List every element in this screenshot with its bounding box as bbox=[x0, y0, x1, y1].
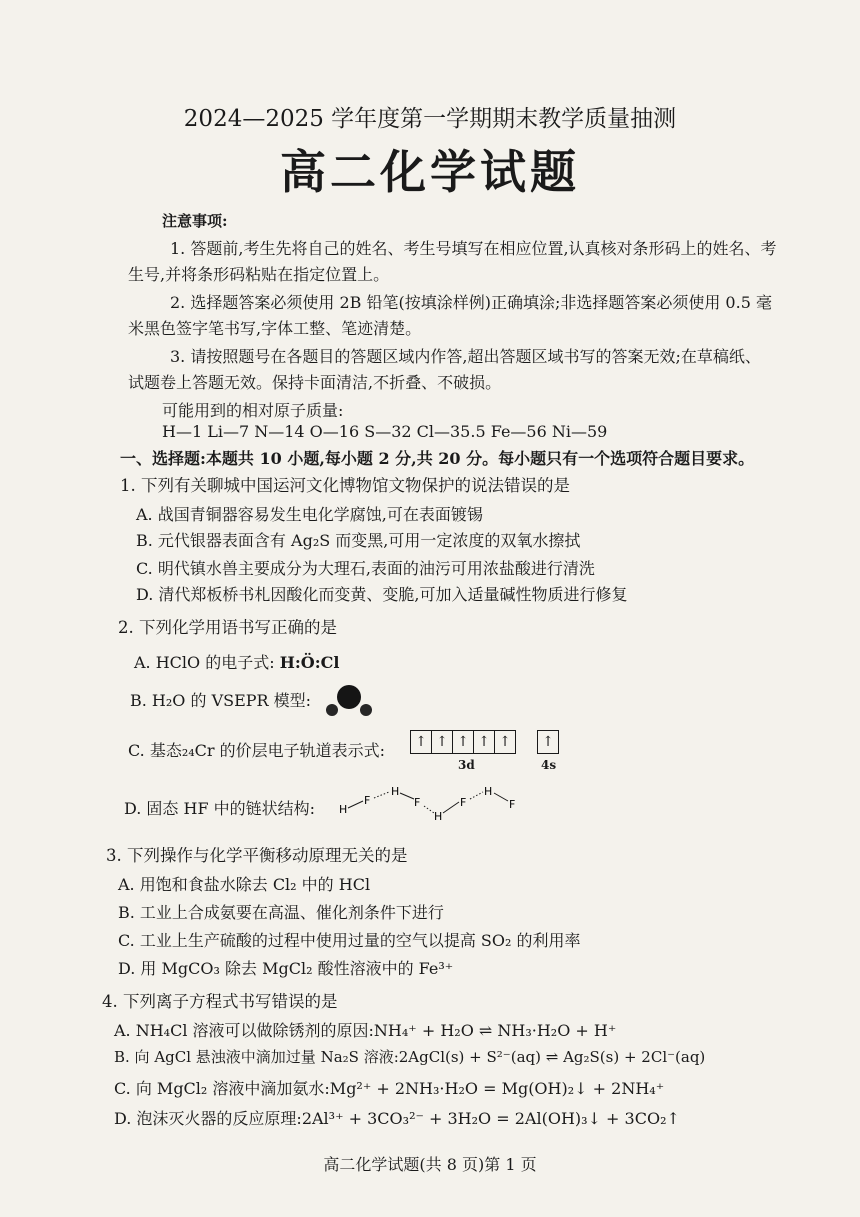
hf-bond bbox=[494, 793, 508, 801]
notice-item-1-line-1: 1. 答题前,考生先将自己的姓名、考生号填写在相应位置,认真核对条形码上的姓名、考 bbox=[170, 239, 777, 258]
orbital-cell: ↑ bbox=[432, 731, 453, 753]
question-1-option-c: C. 明代镇水兽主要成分为大理石,表面的油污可用浓盐酸进行清洗 bbox=[136, 559, 595, 578]
orbital-cell: ↑ bbox=[542, 734, 554, 750]
hf-bond bbox=[443, 802, 459, 813]
hclo-electron-formula: H:Ö:Cl bbox=[279, 653, 340, 672]
orbital-cell: ↑ bbox=[474, 731, 495, 753]
question-3-option-d: D. 用 MgCO₃ 除去 MgCl₂ 酸性溶液中的 Fe³⁺ bbox=[118, 959, 454, 978]
atomic-masses-list: H—1 Li—7 N—14 O—16 S—32 Cl—35.5 Fe—56 Ni—59 bbox=[162, 422, 608, 441]
question-1-option-d: D. 清代郑板桥书札因酸化而变黄、变脆,可加入适量碱性物质进行修复 bbox=[136, 585, 628, 604]
hf-atom: F bbox=[414, 796, 421, 809]
hf-hydrogen-bond bbox=[374, 792, 389, 798]
question-1-stem: 1. 下列有关聊城中国运河文化博物馆文物保护的说法错误的是 bbox=[120, 476, 570, 495]
hf-atom: H bbox=[484, 785, 493, 798]
hf-atom: F bbox=[364, 794, 371, 807]
question-4-stem: 4. 下列离子方程式书写错误的是 bbox=[102, 992, 338, 1011]
hf-atom: H bbox=[434, 810, 443, 823]
orbital-cell: ↑ bbox=[411, 731, 432, 753]
notice-item-3-line-1: 3. 请按照题号在各题目的答题区域内作答,超出答题区域书写的答案无效;在草稿纸、 bbox=[170, 347, 761, 366]
question-2-option-d bbox=[124, 796, 315, 819]
hf-hydrogen-bond bbox=[470, 792, 483, 799]
option-b-label: B. H₂O 的 VSEPR 模型: bbox=[130, 691, 312, 710]
water-vsepr-model-icon bbox=[322, 680, 378, 720]
notice-item-2-line-2: 米黑色签字笔书写,字体工整、笔迹清楚。 bbox=[128, 319, 422, 338]
notice-item-3-line-2: 试题卷上答题无效。保持卡面清洁,不折叠、不破损。 bbox=[128, 373, 502, 392]
option-d-label: D. 固态 HF 中的链状结构: bbox=[124, 799, 316, 818]
atomic-masses-label: 可能用到的相对原子质量: bbox=[162, 401, 344, 420]
section-1-heading: 一、选择题:本题共 10 小题,每小题 2 分,共 20 分。每小题只有一个选项符合题目要求。 bbox=[120, 449, 755, 468]
question-3-option-b: B. 工业上合成氨要在高温、催化剂条件下进行 bbox=[118, 903, 444, 922]
question-1-option-a: A. 战国青铜器容易发生电化学腐蚀,可在表面镀锡 bbox=[136, 505, 483, 524]
hf-chain-structure bbox=[334, 782, 524, 824]
hf-atom: F bbox=[460, 796, 467, 809]
hf-hydrogen-bond bbox=[424, 806, 434, 813]
orbital-3d-label: 3d bbox=[458, 758, 475, 772]
exam-title: 高二化学试题 bbox=[280, 145, 580, 199]
notice-item-1-line-2: 生号,并将条形码粘贴在指定位置上。 bbox=[128, 265, 390, 284]
orbital-3d-box bbox=[410, 730, 516, 754]
exam-subtitle: 2024—2025 学年度第一学期期末教学质量抽测 bbox=[183, 106, 677, 132]
cr-4s-orbital-diagram bbox=[537, 730, 559, 754]
hf-bond bbox=[348, 801, 363, 808]
hf-atom: H bbox=[339, 803, 348, 816]
question-2-stem: 2. 下列化学用语书写正确的是 bbox=[118, 618, 337, 637]
notice-item-2-line-1: 2. 选择题答案必须使用 2B 铅笔(按填涂样例)正确填涂;非选择题答案必须使用 0.5 毫 bbox=[170, 293, 772, 312]
orbital-cell: ↑ bbox=[499, 734, 511, 750]
question-3-option-c: C. 工业上生产硫酸的过程中使用过量的空气以提高 SO₂ 的利用率 bbox=[118, 931, 581, 950]
question-3-stem: 3. 下列操作与化学平衡移动原理无关的是 bbox=[106, 846, 408, 865]
orbital-4s-box bbox=[537, 730, 559, 754]
question-1-option-b: B. 元代银器表面含有 Ag₂S 而变黑,可用一定浓度的双氧水擦拭 bbox=[136, 531, 581, 550]
hf-bond bbox=[400, 793, 414, 799]
question-4-option-d: D. 泡沫灭火器的反应原理:2Al³⁺ + 3CO₃²⁻ + 3H₂O = 2Al(OH)₃↓ + 3CO₂↑ bbox=[114, 1109, 680, 1128]
question-2-option-b bbox=[130, 688, 311, 711]
page-footer: 高二化学试题(共 8 页)第 1 页 bbox=[323, 1155, 537, 1174]
question-4-option-a: A. NH₄Cl 溶液可以做除锈剂的原因:NH₄⁺ + H₂O ⇌ NH₃·H₂O + H⁺ bbox=[114, 1021, 617, 1040]
orbital-cell: ↑ bbox=[453, 731, 474, 753]
hf-atom: F bbox=[509, 798, 516, 811]
option-a-label: A. HClO 的电子式: bbox=[134, 653, 275, 672]
question-2-option-c bbox=[128, 738, 385, 761]
question-4-option-c: C. 向 MgCl₂ 溶液中滴加氨水:Mg²⁺ + 2NH₃·H₂O = Mg(OH)₂↓ + 2NH₄⁺ bbox=[114, 1079, 665, 1098]
cr-3d-orbital-diagram bbox=[410, 730, 516, 754]
orbital-4s-label: 4s bbox=[541, 758, 557, 772]
option-c-label: C. 基态₂₄Cr 的价层电子轨道表示式: bbox=[128, 741, 386, 760]
question-4-option-b: B. 向 AgCl 悬浊液中滴加过量 Na₂S 溶液:2AgCl(s) + S²⁻(aq) ⇌ Ag₂S(s) + 2Cl⁻(aq) bbox=[114, 1048, 706, 1066]
hf-atom: H bbox=[391, 785, 400, 798]
notice-heading: 注意事项: bbox=[162, 212, 228, 230]
question-2-option-a bbox=[134, 650, 339, 673]
question-3-option-a: A. 用饱和食盐水除去 Cl₂ 中的 HCl bbox=[118, 875, 371, 894]
